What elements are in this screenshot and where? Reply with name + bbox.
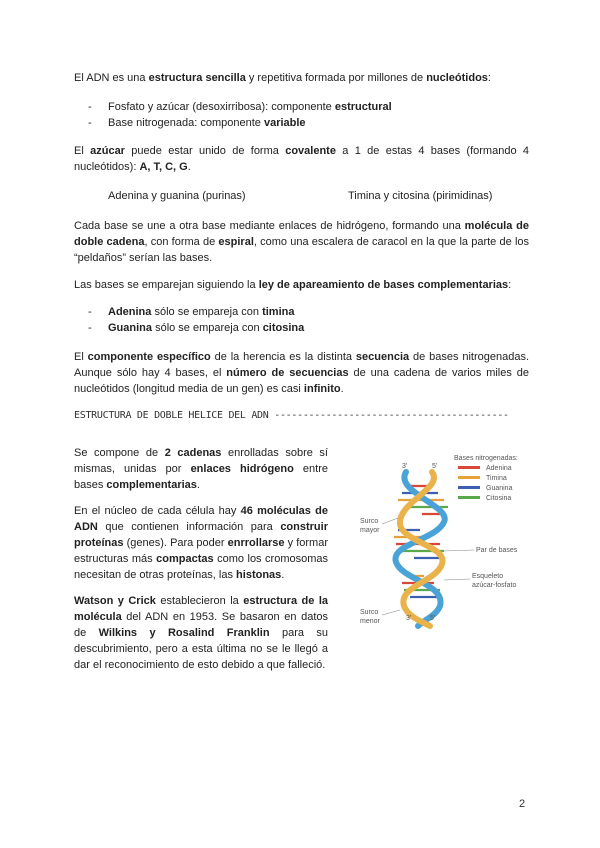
backbone-label-1: Esqueleto xyxy=(472,573,504,580)
end-label-bottom-3: 3' xyxy=(406,615,412,622)
end-label-bottom-5: 5' xyxy=(430,615,436,622)
major-groove-label-2: mayor xyxy=(360,527,380,534)
dna-helix-figure xyxy=(340,448,540,633)
nucleus-paragraph: En el núcleo de cada célula hay 46 moléculas de ADN que contienen información para construir proteínas (genes). Para poder enrrollarse y formar estructuras más compactas como los cromosomas necesitan de otras proteínas, las histonas. xyxy=(74,505,328,581)
pairing-paragraph: Cada base se une a otra base mediante enlaces de hidrógeno, formando una molécula de doble cadena, con forma de espiral, como una escalera de caracol en la que la parte de los “peldaños” serían las bases. xyxy=(74,220,530,264)
pyrimidines-label: Timina y citosina (pirimidinas) xyxy=(348,190,493,202)
list-item: - Fosfato y azúcar (desoxirribosa): componente estructural xyxy=(88,101,392,113)
intro-paragraph: El ADN es una estructura sencilla y repetitiva formada por millones de nucleótidos: xyxy=(74,72,491,84)
list-item: - Base nitrogenada: componente variable xyxy=(88,117,306,129)
legend-adenina: Adenina xyxy=(486,465,512,472)
section-heading: ESTRUCTURA DE DOBLE HÉLICE DEL ADN ----------------------------------------- xyxy=(74,410,509,421)
list-item: - Guanina sólo se empareja con citosina xyxy=(88,322,305,334)
legend-title: Bases nitrogenadas: xyxy=(454,455,518,462)
legend-guanina: Guanina xyxy=(486,485,513,492)
sugar-paragraph: El azúcar puede estar unido de forma covalente a 1 de estas 4 bases (formando 4 nucleótidos): A, T, C, G. xyxy=(74,145,529,173)
chains-paragraph: Se compone de 2 cadenas enrolladas sobre sí mismas, unidas por enlaces hidrógeno entre bases complementarias. xyxy=(74,447,328,491)
major-groove-label-1: Surco xyxy=(360,518,379,525)
history-paragraph: Watson y Crick establecieron la estructura de la molécula del ADN en 1953. Se basaron en datos de Wilkins y Rosalind Franklin para su descubrimiento, pero a esta última no se le llegó a dar el reconocimiento de esto debido a que falleció. xyxy=(74,595,329,671)
base-pair-label: Par de bases xyxy=(476,547,518,554)
legend-citosina: Citosina xyxy=(486,495,512,502)
page-number: 2 xyxy=(519,798,526,810)
bases-legend xyxy=(454,455,518,502)
legend-timina: Timina xyxy=(486,475,507,482)
backbone-label-2: azúcar-fosfato xyxy=(472,582,517,589)
components-list xyxy=(88,99,528,131)
pairing-list xyxy=(88,304,528,336)
purines-label: Adenina y guanina (purinas) xyxy=(108,190,246,202)
end-label-top-3: 3' xyxy=(402,463,408,470)
law-paragraph: Las bases se emparejan siguiendo la ley de apareamiento de bases complementarias: xyxy=(74,279,512,291)
minor-groove-label-2: menor xyxy=(360,618,380,625)
minor-groove-label-1: Surco xyxy=(360,609,379,616)
specific-component-paragraph: El componente específico de la herencia es la distinta secuencia de bases nitrogenadas. Aunque sólo hay 4 bases, el número de secuencias de una cadena de varios miles de nucleótidos (longitud media de un gen) es casi infinito. xyxy=(74,351,530,395)
end-label-top-5: 5' xyxy=(432,463,438,470)
list-item: - Adenina sólo se empareja con timina xyxy=(88,306,295,318)
